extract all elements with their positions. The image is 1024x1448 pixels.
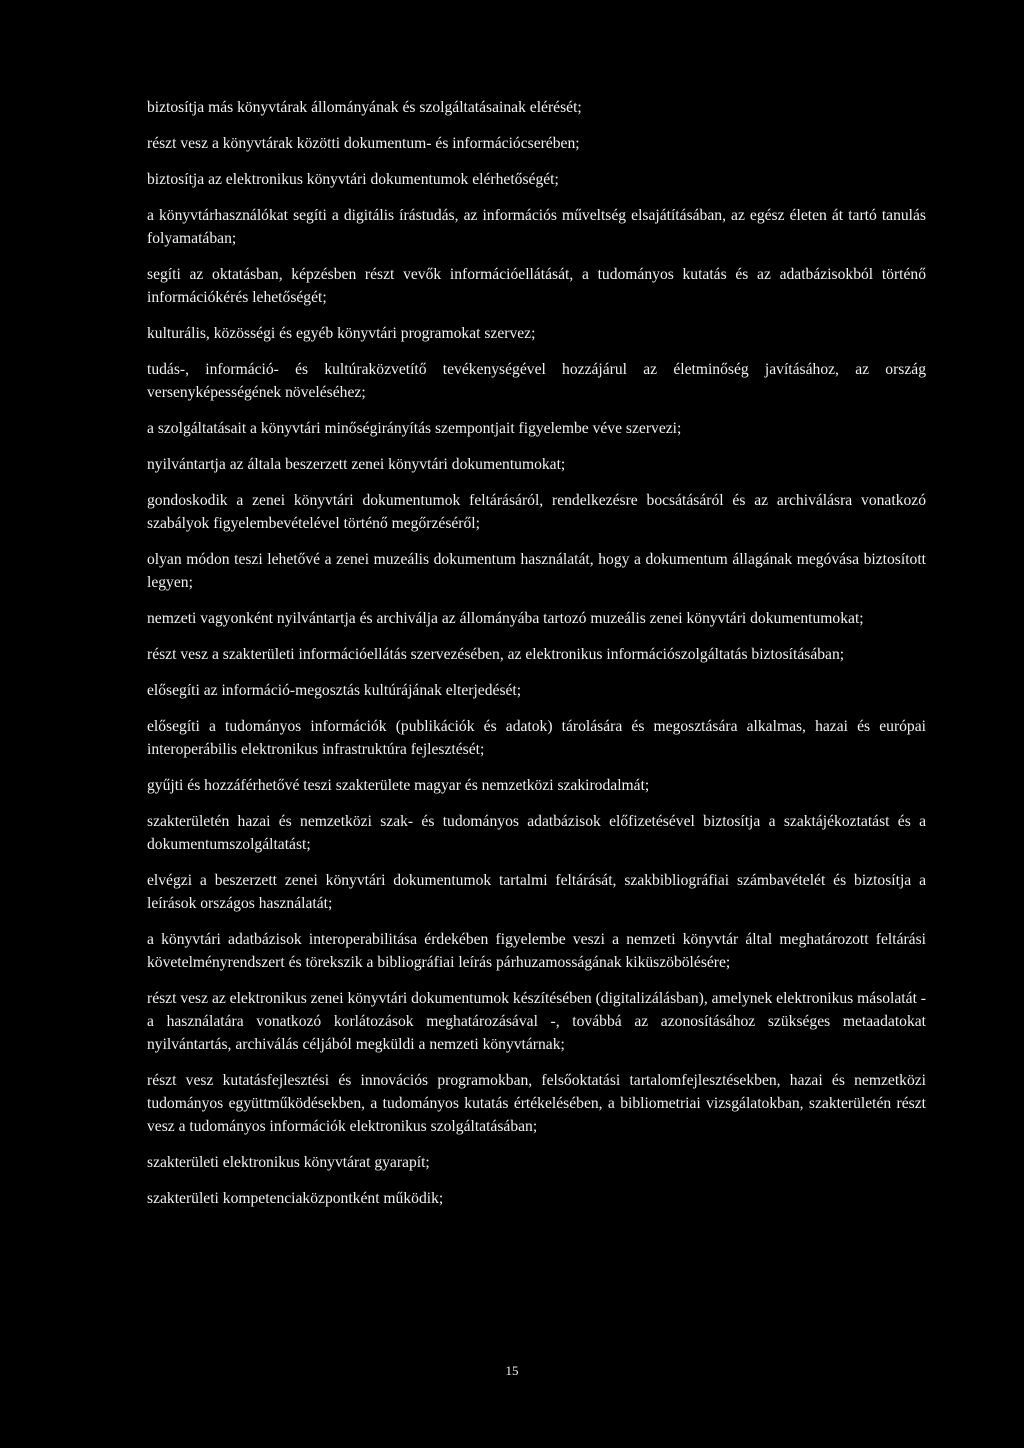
paragraph-4: a könyvtárhasználókat segíti a digitális írástudás, az információs műveltség elsajátításában, az egész életen át tartó tanulás folyamatában;	[147, 207, 926, 247]
paragraph-21: részt vesz kutatásfejlesztési és innovációs programokban, felsőoktatási tartalomfejlesztésekben, hazai és nemzetközi tudományos együttműködésekben, a tudományos kutatás értékelésében, a bibliometriai vizsgálatokban, szakterületén részt vesz a tudományos információk elektronikus szolgáltatásában;	[147, 1072, 926, 1135]
paragraph-18: elvégzi a beszerzett zenei könyvtári dokumentumok tartalmi feltárását, szakbibliográfiai számbavételét és biztosítja a leírások országos használatát;	[147, 872, 926, 912]
paragraph-8: a szolgáltatásait a könyvtári minőségirányítás szempontjait figyelembe véve szervezi;	[147, 420, 682, 437]
paragraph-5: segíti az oktatásban, képzésben részt vevők információellátását, a tudományos kutatás és az adatbázisokból történő információkérés lehetőségét;	[147, 266, 926, 306]
page-number: 15	[505, 1363, 519, 1378]
paragraph-12: nemzeti vagyonként nyilvántartja és archiválja az állományába tartozó muzeális zenei könyvtári dokumentumokat;	[147, 610, 864, 627]
paragraph-7: tudás-, információ- és kultúraközvetítő tevékenységével hozzájárul az életminőség javításához, az ország versenyképességének növeléséhez;	[147, 361, 926, 401]
paragraph-10: gondoskodik a zenei könyvtári dokumentumok feltárásáról, rendelkezésre bocsátásáról és az archiválásra vonatkozó szabályok figyelembevételével történő megőrzéséről;	[147, 492, 926, 532]
paragraph-23: szakterületi kompetenciaközpontként működik;	[147, 1190, 444, 1207]
paragraph-16: gyűjti és hozzáférhetővé teszi szakterülete magyar és nemzetközi szakirodalmát;	[147, 777, 650, 794]
paragraph-20: részt vesz az elektronikus zenei könyvtári dokumentumok készítésében (digitalizálásban), amelynek elektronikus másolatát - a használatára vonatkozó korlátozások meghatározásával -, továbbá az azonosításához szükséges metaadatokat nyilvántartás, archiválás céljából megküldi a nemzeti könyvtárnak;	[147, 990, 926, 1053]
paragraph-19: a könyvtári adatbázisok interoperabilitása érdekében figyelembe veszi a nemzeti könyvtár által meghatározott feltárási követelményrendszert és törekszik a bibliográfiai leírás párhuzamosságának kiküszöbölésére;	[147, 931, 926, 971]
paragraph-15: elősegíti a tudományos információk (publikációk és adatok) tárolására és megosztására alkalmas, hazai és európai interoperábilis elektronikus infrastruktúra fejlesztését;	[147, 718, 926, 758]
paragraph-3: biztosítja az elektronikus könyvtári dokumentumok elérhetőségét;	[147, 171, 559, 188]
paragraph-22: szakterületi elektronikus könyvtárat gyarapít;	[147, 1154, 430, 1171]
paragraph-6: kulturális, közösségi és egyéb könyvtári programokat szervez;	[147, 325, 536, 342]
paragraph-1: biztosítja más könyvtárak állományának és szolgáltatásainak elérését;	[147, 99, 582, 116]
paragraph-14: elősegíti az információ-megosztás kultúrájának elterjedését;	[147, 682, 522, 699]
paragraph-13: részt vesz a szakterületi információellátás szervezésében, az elektronikus információszolgáltatás biztosításában;	[147, 646, 845, 663]
paragraph-2: részt vesz a könyvtárak közötti dokumentum- és információcserében;	[147, 135, 580, 152]
document-body	[147, 96, 926, 1210]
paragraph-17: szakterületén hazai és nemzetközi szak- és tudományos adatbázisok előfizetésével biztosítja a szaktájékoztatást és a dokumentumszolgáltatást;	[147, 813, 926, 853]
paragraph-11: olyan módon teszi lehetővé a zenei muzeális dokumentum használatát, hogy a dokumentum állagának megóvása biztosított legyen;	[147, 551, 926, 591]
paragraph-9: nyilvántartja az általa beszerzett zenei könyvtári dokumentumokat;	[147, 456, 566, 473]
